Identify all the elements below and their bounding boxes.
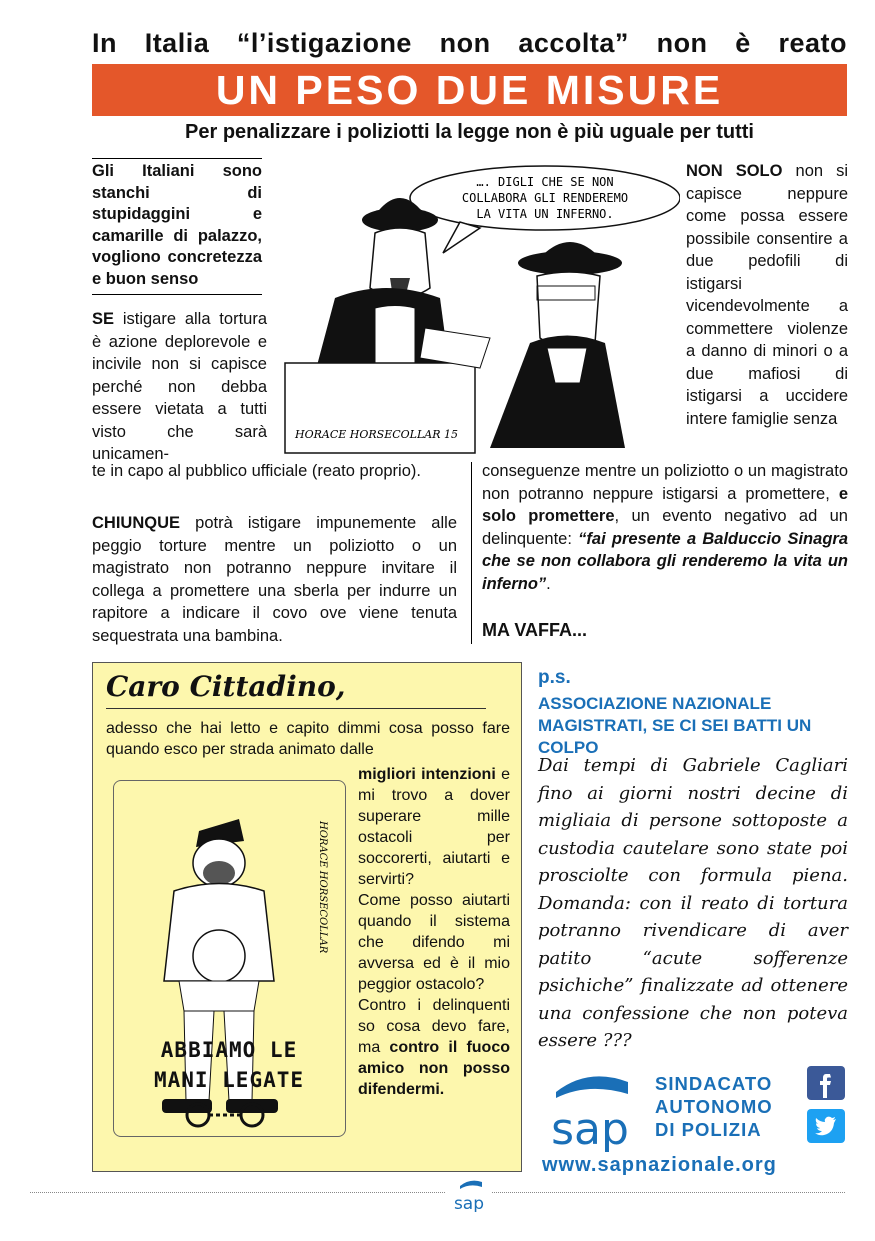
handcuffs-icon [180,1100,270,1130]
website-link[interactable]: www.sapnazionale.org [542,1154,777,1176]
box-column-text [358,764,510,1100]
keyword-se: SE [92,310,115,328]
caption-line-2: MANI LEGATE [153,1068,305,1092]
org-name-line-1: SINDACATO [655,1073,773,1094]
caption-line-1: ABBIAMO LE [160,1038,298,1062]
speech-line-2: COLLABORA GLI RENDEREMO [461,191,629,205]
question-label: Domanda: [538,892,631,914]
box-bold-end: contro il fuoco amico non posso difendermi. [358,1039,510,1098]
period: . [546,574,551,593]
banner-headline: UN PESO DUE MISURE [92,64,847,116]
logo-text: sap [551,1104,629,1152]
twitter-icon[interactable] [805,1107,847,1145]
social-links [805,1066,847,1144]
quote-text: “fai presente a Balduccio Sinagra che se non collabora gli renderemo la vita un inferno” [482,529,848,593]
box-intro-text: adesso che hai letto e capito dimmi cosa posso fare quando esco per strada animato dalle [106,720,510,758]
postscript-body: Dai tempi di Gabriele Cagliari fino ai giorni nostri decine di migliaia di persone sottoposte a custodia cautelare sono state poi prosciolte con formula piena. [538,755,848,886]
paragraph-text-2: , un evento negativo ad un delinquente: [482,507,848,548]
question-text: con il reato di tortura potranno rivendicare di aver patito “acute sofferenze psichiche” finalizzate ad ottenere una confessione che non poteva essere ??? [538,892,848,1051]
speech-line-3: LA VITA UN INFERNO. [476,207,614,221]
paragraph-text: conseguenze mentre un poliziotto o un magistrato non potranno neppure istigarsi a promettere, [482,462,848,503]
paragraph-se-continued: te in capo al pubblico ufficiale (reato proprio). [92,462,421,480]
paragraph-chiunque-text: potrà istigare impunemente alle peggio torture mentre un poliziotto o un magistrato non potranno neppure invitare il collega a promettere una sberla per indurre un rapitore a indicare il covo ove viene tenuta sequestrata una bambina. [92,514,457,645]
judges-cartoon-illustration [275,158,680,458]
paragraph-se [92,308,267,466]
facebook-icon[interactable] [805,1066,847,1102]
emphasis-text: e solo promettere [482,484,848,525]
paragraph-non-solo-continued [482,460,848,595]
page-title: In Italia “l’istigazione non accolta” non è reato [92,28,847,58]
lead-paragraph: Gli Italiani sono stanchi di stupidaggini e camarille di palazzo, vogliono concretezza e buon senso [92,158,262,295]
paragraph-non-solo [686,160,848,430]
org-name [655,1072,773,1141]
column-divider [471,462,472,644]
subtitle: Per penalizzare i poliziotti la legge non è più uguale per tutti [185,121,754,143]
paragraph-chiunque [92,512,457,647]
paragraph-se-text: istigare alla tortura è azione deplorevole e incivile non si capisce perché non debba essere vietata a tutti visto che sarà unicamen- [92,310,267,463]
box-bold-intent: migliori intenzioni [358,766,496,783]
keyword-non-solo: NON SOLO [686,162,783,180]
postscript-label: p.s. [538,667,571,688]
closing-remark: MA VAFFA... [482,620,587,640]
box-text-c: Contro i delinquenti so cosa devo fare, ma [358,997,510,1056]
heading-underline [106,708,486,709]
postscript-handwritten-text [538,752,848,1055]
speech-line-1: …. DIGLI CHE SE NON [476,175,614,189]
keyword-chiunque: CHIUNQUE [92,514,181,532]
box-text-b: Come posso aiutarti quando il sistema che difendo mi avversa ed è il mio peggior ostacolo? [358,892,510,993]
footer-sap-logo-icon [446,1176,492,1212]
cartoon-signature: HORACE HORSECOLLAR 15 [295,428,459,441]
sap-logo-icon [548,1062,633,1152]
footer-divider [30,1192,845,1193]
cartoon-caption [114,1035,344,1095]
postscript-heading: ASSOCIAZIONE NAZIONALE MAGISTRATI, SE CI SEI BATTI UN COLPO [538,694,812,757]
box-heading: Caro Cittadino, [106,670,346,703]
paragraph-non-solo-text: non si capisce neppure come possa essere possibile consentire a due pedofili di istigarsi vicendevolmente a commettere violenze a danno di minori o a due mafiosi di istigarsi a uccidere intere famiglie senza [686,162,848,428]
box-text-a: e mi trovo a dover superare mille ostacoli per soccorerti, aiutarti e servirti? [358,766,510,888]
org-name-line-2: AUTONOMO [655,1096,773,1117]
footer-logo-text: sap [453,1194,485,1212]
box-cartoon-signature: HORACE HORSECOLLAR [317,821,328,954]
org-name-line-3: DI POLIZIA [655,1119,762,1140]
